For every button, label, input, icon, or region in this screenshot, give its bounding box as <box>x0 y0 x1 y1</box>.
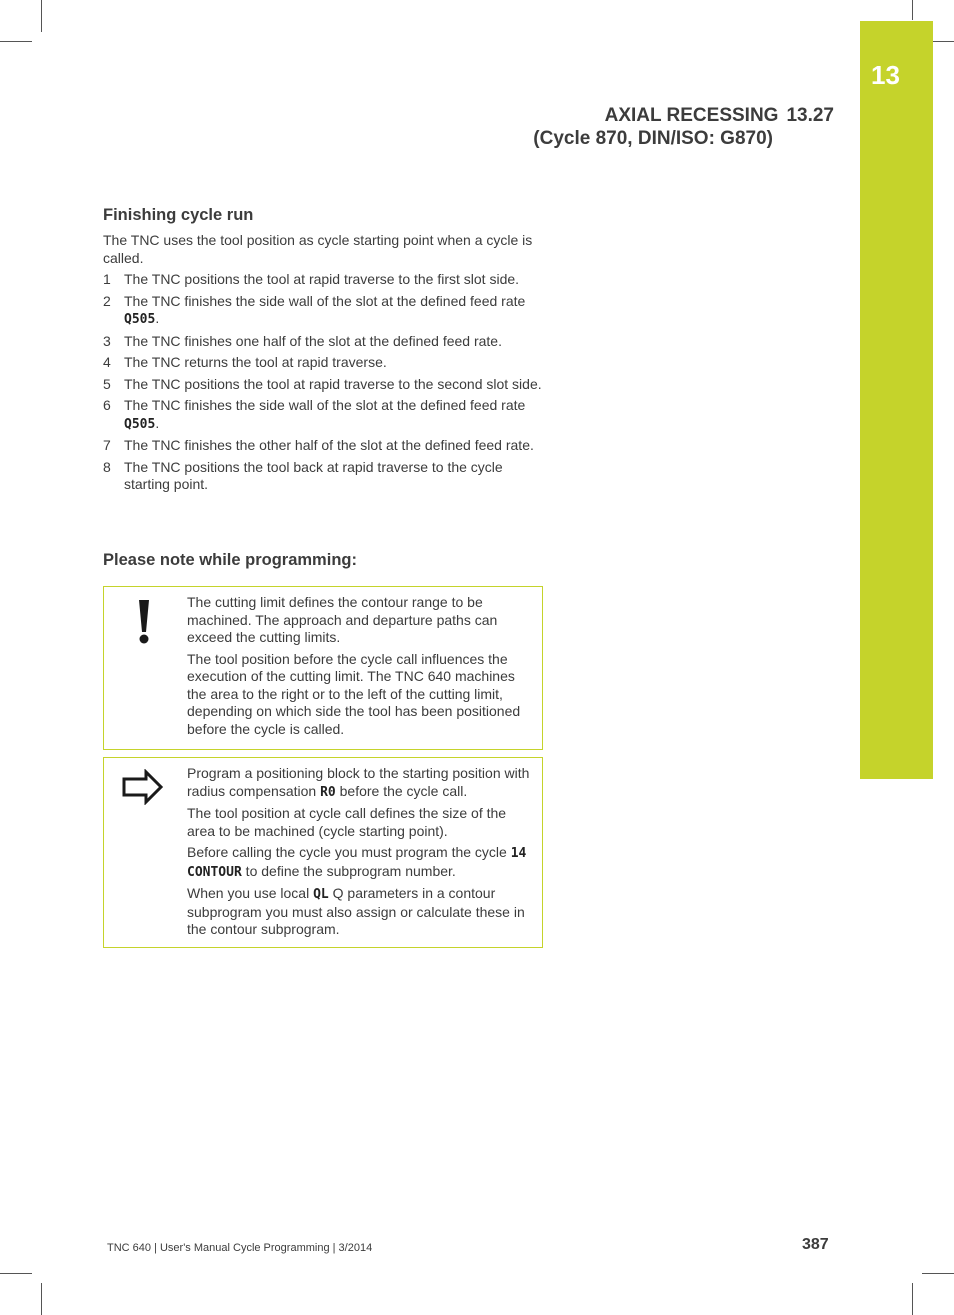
step-text: The TNC finishes one half of the slot at the defined feed rate. <box>124 332 502 349</box>
tip-note <box>103 757 543 948</box>
list-item <box>103 354 543 372</box>
step-number: 1 <box>103 271 111 287</box>
finishing-content <box>103 232 543 498</box>
list-item <box>103 397 543 433</box>
list-item <box>103 271 543 289</box>
crop-mark <box>41 1283 42 1315</box>
crop-mark <box>922 1273 954 1274</box>
list-item <box>103 437 543 455</box>
step-number: 5 <box>103 375 111 392</box>
list-item <box>103 376 543 394</box>
section-heading: Please note while programming: <box>103 551 357 569</box>
step-text: The TNC positions the tool at rapid traverse to the first slot side. <box>124 271 520 287</box>
warning-text <box>187 587 542 751</box>
arrow-right-icon <box>122 769 164 810</box>
list-item <box>103 293 543 329</box>
header-line-2: (Cycle 870, DIN/ISO: G870) <box>533 128 773 149</box>
crop-mark <box>41 0 42 32</box>
header-title: AXIAL RECESSING <box>604 105 779 126</box>
chapter-number: 13 <box>871 60 900 90</box>
list-item <box>103 459 543 494</box>
tip-text-part: Program a positioning block to the starting position with radius compensation <box>187 765 530 799</box>
chapter-tab <box>860 21 933 779</box>
crop-mark <box>0 41 32 42</box>
crop-mark <box>912 1283 913 1315</box>
tip-text-part: before the cycle call. <box>335 782 468 799</box>
tip-paragraph <box>187 765 532 801</box>
step-text: The TNC returns the tool at rapid traverse. <box>124 354 387 370</box>
exclamation-icon <box>134 598 154 651</box>
step-text: The TNC finishes the side wall of the slot at the defined feed rate <box>124 397 526 413</box>
parameter-code: R0 <box>320 784 336 800</box>
tip-paragraph <box>187 844 532 881</box>
tip-text <box>187 758 542 952</box>
step-text-end: . <box>155 414 160 431</box>
warning-note <box>103 586 543 750</box>
step-text-end: . <box>155 310 160 326</box>
footer-text: TNC 640 | User's Manual Cycle Programming | 3/2014 <box>107 1242 373 1254</box>
step-text: The TNC finishes the other half of the slot at the defined feed rate. <box>124 437 534 453</box>
section-heading: Finishing cycle run <box>103 206 254 224</box>
tip-text-part: Before calling the cycle you must program the cycle <box>187 844 511 860</box>
parameter-code: Q505 <box>124 312 156 327</box>
step-number: 8 <box>103 458 111 475</box>
list-item <box>103 333 543 351</box>
step-text: The TNC positions the tool at rapid traverse to the second slot side. <box>124 375 542 392</box>
header-line-1 <box>533 104 834 127</box>
intro-paragraph: The TNC uses the tool position as cycle starting point when a cycle is called. <box>103 232 533 266</box>
step-text: The TNC positions the tool back at rapid traverse to the cycle starting point. <box>124 458 503 492</box>
crop-mark <box>0 1273 32 1274</box>
step-number: 6 <box>103 397 111 413</box>
parameter-code: Q505 <box>124 416 156 432</box>
tip-paragraph <box>187 885 532 939</box>
section-number: 13.27 <box>786 105 834 126</box>
warning-paragraph: The cutting limit defines the contour range to be machined. The approach and departure paths can exceed the cutting limits. <box>187 594 498 645</box>
step-number: 3 <box>103 332 111 349</box>
step-number: 2 <box>103 292 111 309</box>
step-number: 7 <box>103 437 111 453</box>
page-number: 387 <box>802 1236 829 1253</box>
page-header <box>533 104 834 150</box>
tip-text-part: to define the subprogram number. <box>241 862 456 879</box>
steps-list <box>103 271 543 494</box>
tip-paragraph: The tool position at cycle call defines the size of the area to be machined (cycle starting point). <box>187 805 507 839</box>
step-number: 4 <box>103 354 111 370</box>
tip-text-part: When you use local <box>187 885 314 901</box>
crop-mark <box>912 0 913 20</box>
warning-paragraph: The tool position before the cycle call influences the execution of the cutting limit. The TNC 640 machines the area to the right or to the left of the cutting limit, depending on which side the tool has been positioned before the cycle is called. <box>187 650 521 737</box>
parameter-code: QL <box>313 887 329 902</box>
tip-text-part: Q parameters in a contour subprogram you must also assign or calculate these in the contour subprogram. <box>187 885 525 937</box>
step-text: The TNC finishes the side wall of the slot at the defined feed rate <box>124 292 526 309</box>
parameter-code: 14 CONTOUR <box>187 846 527 880</box>
